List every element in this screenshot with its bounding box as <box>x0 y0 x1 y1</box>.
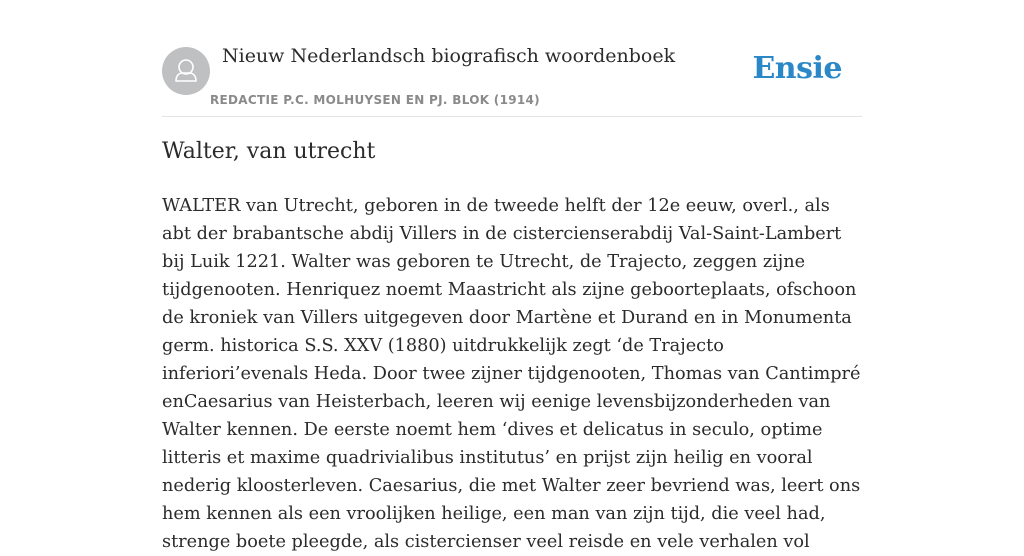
ensie-logo-link[interactable]: Ensie <box>752 51 842 86</box>
user-avatar-icon <box>162 47 210 95</box>
article-body: WALTER van Utrecht, geboren in de tweede helft der 12e eeuw, overl., als abt der brabantsche abdij Villers in de cistercienserabdij Val-Saint-Lambert bij Luik 1221. Walter was geboren te Utrecht, de Trajecto, zeggen zijne tijdgenooten. Henriquez noemt Maastricht als zijne geboorteplaats, ofschoon de kroniek van Villers uitgegeven door Martène et Durand en in Monumenta germ. historica S.S. XXV (1880) uitdrukkelijk zegt ‘de Trajecto inferiori’evenals Heda. Door twee zijner tijdgenooten, Thomas van Cantimpré enCaesarius van Heisterbach, leeren wij eenige levensbijzonderheden van Walter kennen. De eerste noemt hem ‘dives et delicatus in seculo, optime litteris et maxime quadrivialibus institutus’ en prijst zijn heilig en vooral nederig kloosterleven. Caesarius, die met Walter zeer bevriend was, leert ons hem kennen als een vroolijken heilige, een man van zijn tijd, die veel had, strenge boete pleegde, als cistercienser veel reisde en vele verhalen vol <box>162 196 861 552</box>
source-title[interactable]: Nieuw Nederlandsch biografisch woordenboek <box>222 45 676 67</box>
article-title: Walter, van utrecht <box>162 139 376 164</box>
source-subtitle: REDACTIE P.C. MOLHUYSEN EN PJ. BLOK (1914) <box>210 93 540 107</box>
source-header <box>162 0 862 117</box>
